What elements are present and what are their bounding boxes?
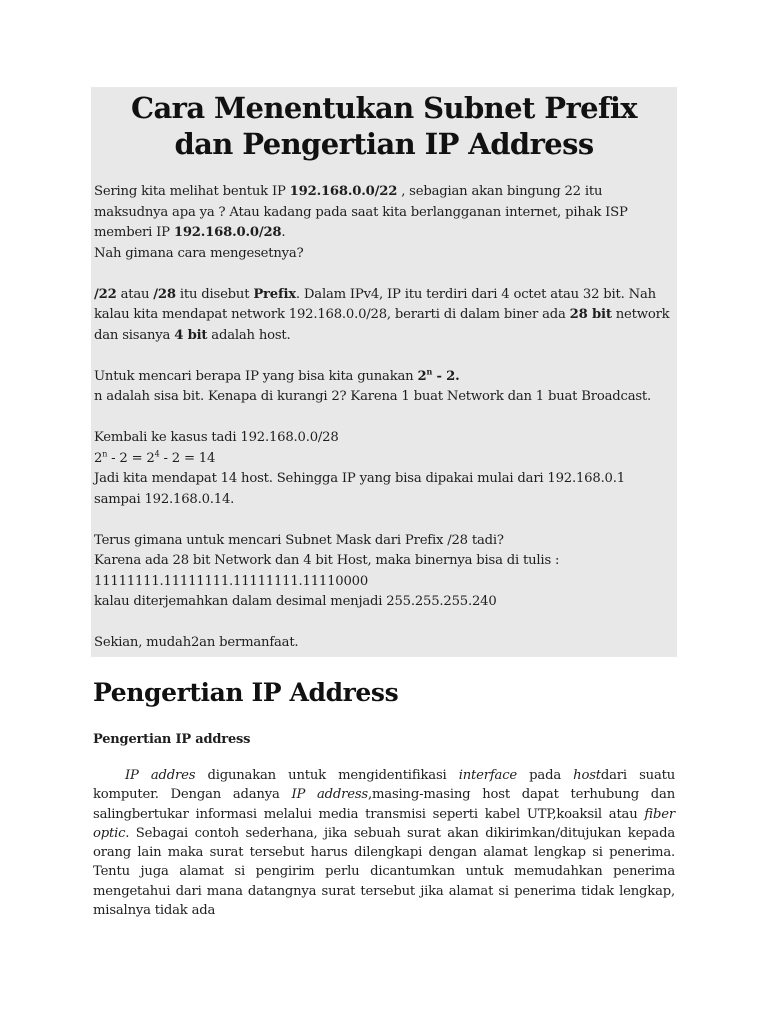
document-title xyxy=(94,87,674,162)
paragraph-case: Kembali ke kasus tadi 192.168.0.0/28 xyxy=(94,430,339,445)
paragraph-question: Nah gimana cara mengesetnya? xyxy=(94,245,304,261)
section-paragraph: IP addres digunakan untuk mengidentifikasi interface pada hostdari suatu komputer. Dengan adanya IP address,masing-masing host dapat terhubung dan salingbertukar informasi melalui media transmisi seperti kabel UTP,koaksil atau fiber optic. Sebagai contoh sederhana, jika sebuah surat akan dikirimkan/ditujukan kepada orang lain maka surat tersebut harus dilengkapi dengan alamat lengkap si penerima. Tentu juga alamat si pengirim perlu dicantumkan untuk memudahkan penerima mengetahui dari mana datangnya surat tersebut jika alamat si penerima tidak lengkap, misalnya tidak ada xyxy=(93,768,676,919)
title-line-1: Cara Menentukan Subnet Prefix xyxy=(130,91,637,125)
paragraph-host-result: Jadi kita mendapat 14 host. Sehingga IP yang bisa dipakai mulai dari 192.168.0.1 sampai 192.168.0.14. xyxy=(94,471,625,507)
box-body xyxy=(94,182,674,654)
paragraph-subnet-explain: Karena ada 28 bit Network dan 4 bit Host, maka binernya bisa di tulis : xyxy=(94,553,560,568)
paragraph-formula: Untuk mencari berapa IP yang bisa kita gunakan 2$^n$ - 2. xyxy=(94,366,460,384)
paragraph-intro: Sering kita melihat bentuk IP 192.168.0.0/22 , sebagian akan bingung 22 itu maksudnya apa ya ? Atau kadang pada saat kita berlangganan internet, pihak ISP memberi IP 192.168.0.0/28. xyxy=(94,184,628,240)
paragraph-formula-note: n adalah sisa bit. Kenapa di kurangi 2? Karena 1 buat Network dan 1 buat Broadcast. xyxy=(94,389,652,404)
title-line-2: dan Pengertian IP Address xyxy=(174,127,594,161)
decimal-mask: kalau diterjemahkan dalam desimal menjadi 255.255.255.240 xyxy=(94,594,497,609)
formula-line: $2^n - 2 = 2^4 - 2 = 14$ xyxy=(94,449,216,466)
paragraph-prefix: /22 atau /28 itu disebut Prefix. Dalam IPv4, IP itu terdiri dari 4 octet atau 32 bit. Nah kalau kita mendapat network 192.168.0.0/28, berarti di dalam biner ada 28 bit network dan sisanya 4 bit adalah host. xyxy=(94,286,670,343)
paragraph-subnet-question: Terus gimana untuk mencari Subnet Mask dari Prefix /28 tadi? xyxy=(94,532,504,548)
section-heading: Pengertian IP Address xyxy=(93,678,399,707)
highlight-box xyxy=(91,87,677,657)
paragraph-closing: Sekian, mudah2an bermanfaat. xyxy=(94,635,299,650)
binary-mask: 11111111.11111111.11111111.11110000 xyxy=(94,573,369,589)
section-subheading: Pengertian IP address xyxy=(93,732,251,747)
